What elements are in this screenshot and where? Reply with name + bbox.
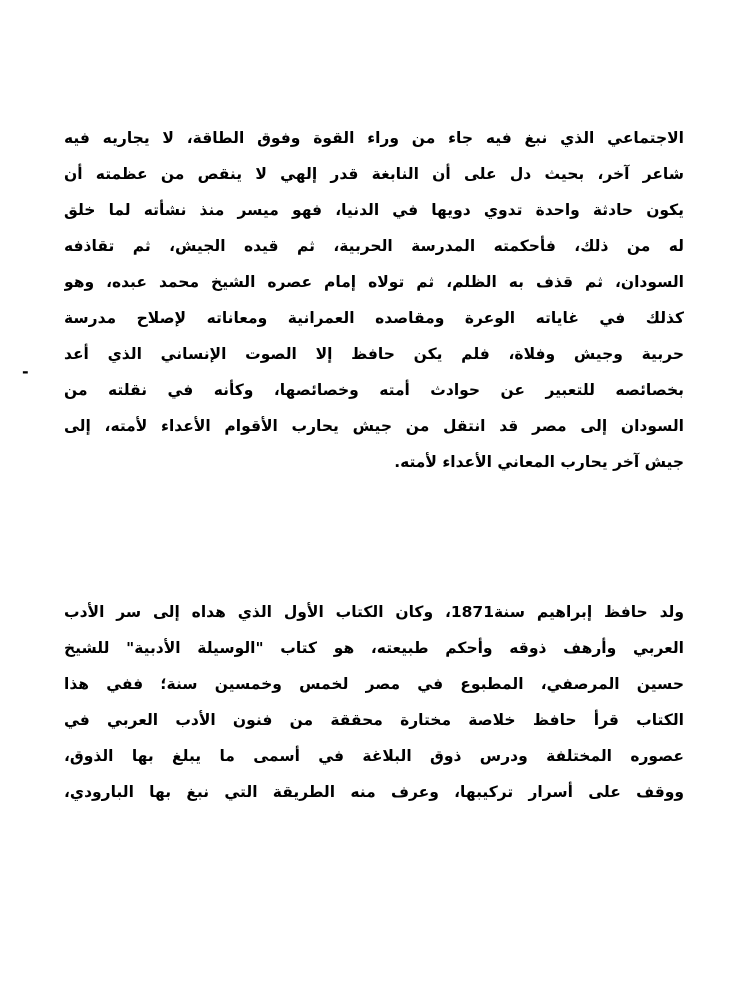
text-line: السودان إلى مصر قد انتقل من جيش يحارب الأقوام الأعداء لأمته، إلى [64, 417, 684, 435]
margin-dash-mark: - [22, 362, 29, 381]
text-line: الكتاب قرأ حافظ خلاصة مختارة محققة من فنون الأدب العربي في [64, 711, 684, 729]
text-line: حسين المرصفي، المطبوع في مصر لخمس وخمسين سنة؛ ففي هذا [64, 675, 684, 693]
text-line: يكون حادثة واحدة تدوي دويها في الدنيا، فهو ميسر منذ نشأته لما خلق [64, 201, 684, 219]
text-line: بخصائصه للتعبير عن حوادث أمته وخصائصها، وكأنه في نقلته من [64, 381, 684, 399]
text-line: السودان، ثم قذف به الظلم، ثم تولاه إمام عصره الشيخ محمد عبده، وهو [64, 273, 684, 291]
text-line: جيش آخر يحارب المعاني الأعداء لأمته. [394, 453, 684, 471]
paragraph-2 [64, 594, 684, 810]
text-line: عصوره المختلفة ودرس ذوق البلاغة في أسمى ما يبلغ بها الذوق، [64, 747, 684, 765]
paragraph-1 [64, 120, 684, 480]
text-line: له من ذلك، فأحكمته المدرسة الحربية، ثم قيده الجيش، ثم تقاذفه [64, 237, 684, 255]
text-line: ولد حافظ إبراهيم سنة1871، وكان الكتاب الأول الذي هداه إلى سر الأدب [64, 603, 684, 621]
text-line: الاجتماعي الذي نبغ فيه جاء من وراء القوة وفوق الطاقة، لا يجاريه فيه [64, 129, 684, 147]
text-line: شاعر آخر، بحيث دل على أن النابغة قدر إلهي لا ينقص من عظمته أن [64, 165, 684, 183]
text-line: حربية وجيش وفلاة، فلم يكن حافظ إلا الصوت الإنساني الذي أعد [64, 345, 684, 363]
text-line: ووقف على أسرار تركيبها، وعرف منه الطريقة التي نبغ بها البارودي، [64, 783, 684, 801]
text-line: العربي وأرهف ذوقه وأحكم طبيعته، هو كتاب "الوسيلة الأدبية" للشيخ [64, 639, 684, 657]
text-line: كذلك في غاياته الوعرة ومقاصده العمرانية ومعاناته لإصلاح مدرسة [64, 309, 684, 327]
